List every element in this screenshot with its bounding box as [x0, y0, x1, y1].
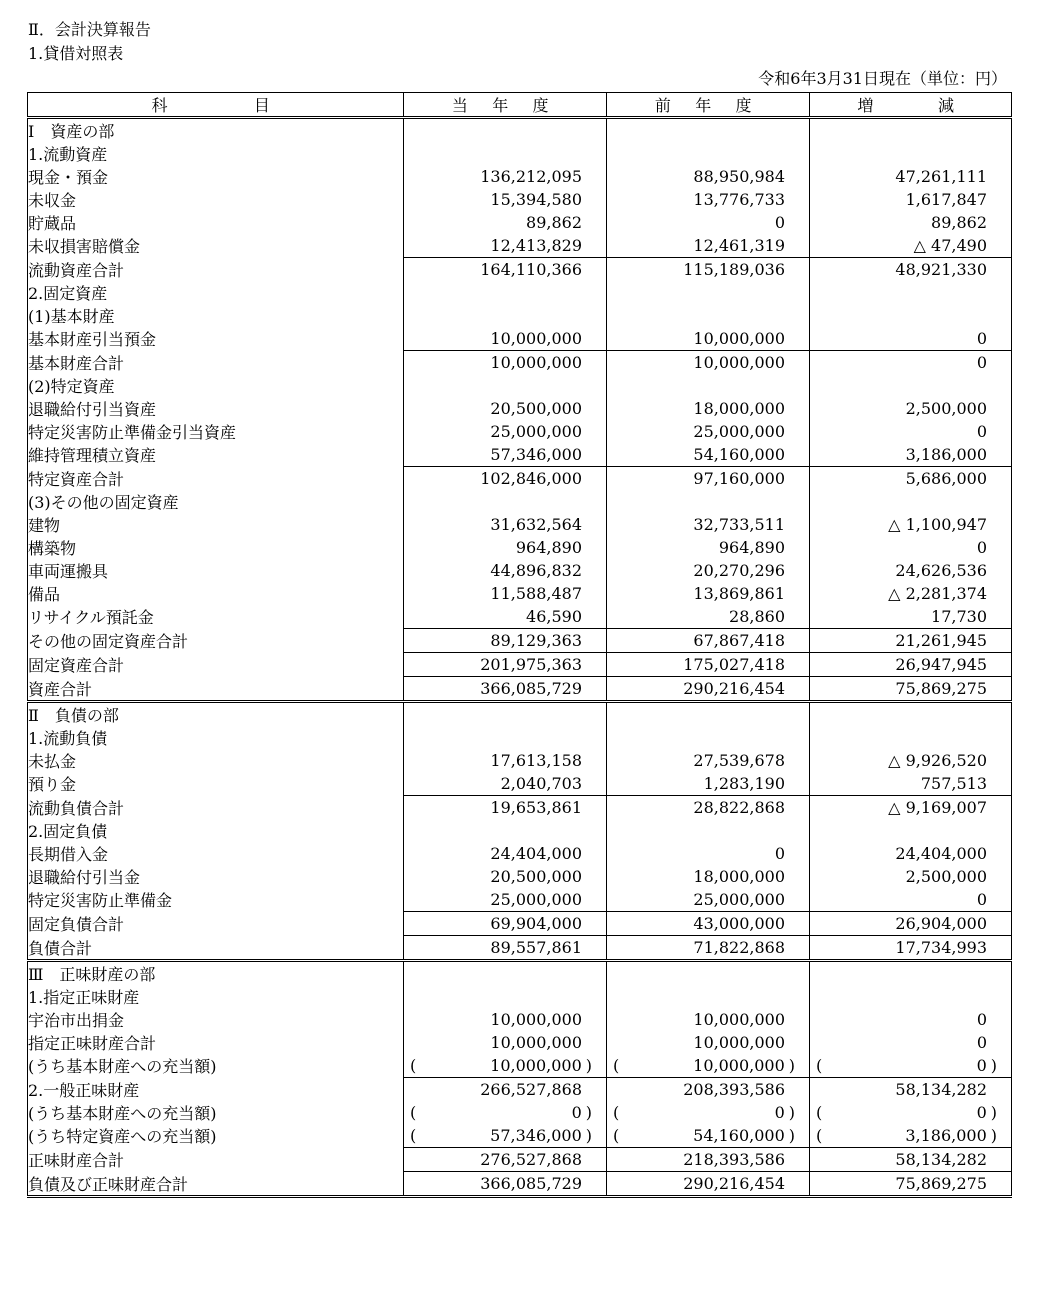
change-value — [810, 118, 1012, 143]
current-year-value — [404, 1124, 607, 1148]
value-text: 0 — [774, 1103, 785, 1122]
current-year-value: 89,129,363 — [404, 629, 607, 653]
row-label: (うち基本財産への充当額) — [28, 1054, 404, 1078]
previous-year-value — [607, 726, 810, 749]
current-year-value: 20,500,000 — [404, 397, 607, 420]
value-text: 3,186,000 — [905, 1126, 987, 1145]
open-paren: ( — [816, 1056, 823, 1075]
open-paren: ( — [410, 1056, 417, 1075]
table-header-row — [28, 93, 1012, 118]
open-paren: ( — [613, 1103, 620, 1122]
current-year-value: 15,394,580 — [404, 188, 607, 211]
current-year-value: 44,896,832 — [404, 559, 607, 582]
current-year-value — [404, 1054, 607, 1078]
previous-year-value — [607, 281, 810, 304]
current-year-value: 12,413,829 — [404, 234, 607, 258]
row-label: 未収損害賠償金 — [28, 234, 404, 258]
value-text: 0 — [571, 1103, 582, 1122]
row-label: 2.固定負債 — [28, 819, 404, 842]
row-label: 特定災害防止準備金 — [28, 888, 404, 912]
table-row — [28, 842, 1012, 865]
change-value: 0 — [810, 1031, 1012, 1054]
previous-year-value: 71,822,868 — [607, 936, 810, 961]
table-row — [28, 490, 1012, 513]
current-year-value: 164,110,366 — [404, 258, 607, 282]
current-year-value: 46,590 — [404, 605, 607, 629]
value-text: 10,000,000 — [693, 1056, 785, 1075]
row-label: 維持管理積立資産 — [28, 443, 404, 467]
current-year-value: 69,904,000 — [404, 912, 607, 936]
document-header — [28, 18, 151, 66]
current-year-value — [404, 142, 607, 165]
row-label: 特定資産合計 — [28, 467, 404, 491]
previous-year-value: 54,160,000 — [607, 443, 810, 467]
current-year-value: 19,653,861 — [404, 796, 607, 820]
table-row — [28, 211, 1012, 234]
table-row — [28, 865, 1012, 888]
current-year-value — [404, 118, 607, 143]
open-paren: ( — [613, 1126, 620, 1145]
table-row — [28, 772, 1012, 796]
change-value: 26,947,945 — [810, 653, 1012, 677]
change-value: 17,734,993 — [810, 936, 1012, 961]
table-row — [28, 677, 1012, 702]
change-value: 89,862 — [810, 211, 1012, 234]
current-year-value: 20,500,000 — [404, 865, 607, 888]
change-value — [810, 142, 1012, 165]
row-label: 未収金 — [28, 188, 404, 211]
previous-year-value: 28,822,868 — [607, 796, 810, 820]
row-label: 退職給付引当資産 — [28, 397, 404, 420]
row-label: 指定正味財産合計 — [28, 1031, 404, 1054]
previous-year-value: 290,216,454 — [607, 1172, 810, 1197]
row-label: 構築物 — [28, 536, 404, 559]
change-value: △ 47,490 — [810, 234, 1012, 258]
previous-year-value: 88,950,984 — [607, 165, 810, 188]
row-label: 固定資産合計 — [28, 653, 404, 677]
table-row — [28, 397, 1012, 420]
previous-year-value: 13,869,861 — [607, 582, 810, 605]
table-row — [28, 1078, 1012, 1102]
change-value — [810, 304, 1012, 327]
current-year-value: 136,212,095 — [404, 165, 607, 188]
row-label: 未払金 — [28, 749, 404, 772]
previous-year-value — [607, 118, 810, 143]
open-paren: ( — [816, 1126, 823, 1145]
table-row — [28, 653, 1012, 677]
row-label: (うち基本財産への充当額) — [28, 1101, 404, 1124]
previous-year-value: 25,000,000 — [607, 888, 810, 912]
current-year-value: 24,404,000 — [404, 842, 607, 865]
change-value — [810, 726, 1012, 749]
table-row — [28, 1172, 1012, 1197]
current-year-value: 89,557,861 — [404, 936, 607, 961]
table-row — [28, 702, 1012, 727]
change-value: 0 — [810, 888, 1012, 912]
table-row — [28, 605, 1012, 629]
table-row — [28, 1148, 1012, 1172]
change-value — [810, 281, 1012, 304]
change-value: 75,869,275 — [810, 677, 1012, 702]
current-year-value: 366,085,729 — [404, 677, 607, 702]
change-value: 75,869,275 — [810, 1172, 1012, 1197]
row-label: リサイクル預託金 — [28, 605, 404, 629]
previous-year-value: 27,539,678 — [607, 749, 810, 772]
section-title: Ⅱ．会計決算報告 — [28, 20, 151, 39]
previous-year-value: 25,000,000 — [607, 420, 810, 443]
current-year-value: 266,527,868 — [404, 1078, 607, 1102]
row-label: 資産合計 — [28, 677, 404, 702]
previous-year-value: 0 — [607, 211, 810, 234]
table-row — [28, 559, 1012, 582]
header-current-year: 当 年 度 — [404, 93, 607, 118]
previous-year-value: 10,000,000 — [607, 327, 810, 351]
open-paren: ( — [816, 1103, 823, 1122]
row-label: 固定負債合計 — [28, 912, 404, 936]
previous-year-value: 175,027,418 — [607, 653, 810, 677]
table-row — [28, 513, 1012, 536]
previous-year-value: 10,000,000 — [607, 351, 810, 375]
row-label: 2.一般正味財産 — [28, 1078, 404, 1102]
previous-year-value — [607, 1054, 810, 1078]
change-value: 0 — [810, 327, 1012, 351]
current-year-value — [404, 490, 607, 513]
row-label: 特定災害防止準備金引当資産 — [28, 420, 404, 443]
value-text: 10,000,000 — [490, 1056, 582, 1075]
change-value: △ 1,100,947 — [810, 513, 1012, 536]
current-year-value: 25,000,000 — [404, 420, 607, 443]
current-year-value: 366,085,729 — [404, 1172, 607, 1197]
table-row — [28, 142, 1012, 165]
previous-year-value — [607, 304, 810, 327]
current-year-value — [404, 726, 607, 749]
table-row — [28, 1031, 1012, 1054]
change-value: 0 — [810, 420, 1012, 443]
previous-year-value: 0 — [607, 842, 810, 865]
table-row — [28, 582, 1012, 605]
row-label: 建物 — [28, 513, 404, 536]
table-row — [28, 443, 1012, 467]
change-value — [810, 1101, 1012, 1124]
row-label: 貯蔵品 — [28, 211, 404, 234]
row-label: 基本財産合計 — [28, 351, 404, 375]
change-value: △ 9,926,520 — [810, 749, 1012, 772]
current-year-value: 276,527,868 — [404, 1148, 607, 1172]
value-text: 0 — [976, 1103, 987, 1122]
previous-year-value — [607, 819, 810, 842]
previous-year-value: 28,860 — [607, 605, 810, 629]
table-row — [28, 234, 1012, 258]
previous-year-value — [607, 142, 810, 165]
row-label: 現金・預金 — [28, 165, 404, 188]
previous-year-value: 67,867,418 — [607, 629, 810, 653]
close-paren: ) — [990, 1103, 997, 1122]
row-label: 負債合計 — [28, 936, 404, 961]
current-year-value — [404, 374, 607, 397]
table-row — [28, 888, 1012, 912]
change-value: 0 — [810, 351, 1012, 375]
change-value: 757,513 — [810, 772, 1012, 796]
row-label: (2)特定資産 — [28, 374, 404, 397]
change-value: 0 — [810, 536, 1012, 559]
row-label: 退職給付引当金 — [28, 865, 404, 888]
row-label: 流動資産合計 — [28, 258, 404, 282]
previous-year-value: 13,776,733 — [607, 188, 810, 211]
balance-sheet-table — [27, 92, 1012, 1198]
change-value — [810, 819, 1012, 842]
change-value — [810, 490, 1012, 513]
open-paren: ( — [410, 1103, 417, 1122]
table-row — [28, 281, 1012, 304]
change-value: 48,921,330 — [810, 258, 1012, 282]
table-row — [28, 629, 1012, 653]
row-label: その他の固定資産合計 — [28, 629, 404, 653]
current-year-value: 10,000,000 — [404, 1008, 607, 1031]
previous-year-value: 12,461,319 — [607, 234, 810, 258]
close-paren: ) — [990, 1056, 997, 1075]
change-value: 26,904,000 — [810, 912, 1012, 936]
change-value: 58,134,282 — [810, 1148, 1012, 1172]
change-value — [810, 985, 1012, 1008]
row-label: 基本財産引当預金 — [28, 327, 404, 351]
current-year-value: 25,000,000 — [404, 888, 607, 912]
current-year-value: 964,890 — [404, 536, 607, 559]
current-year-value: 11,588,487 — [404, 582, 607, 605]
table-row — [28, 351, 1012, 375]
previous-year-value — [607, 1124, 810, 1148]
row-label: 預り金 — [28, 772, 404, 796]
previous-year-value — [607, 985, 810, 1008]
current-year-value: 89,862 — [404, 211, 607, 234]
current-year-value: 201,975,363 — [404, 653, 607, 677]
change-value: 24,626,536 — [810, 559, 1012, 582]
row-label: (3)その他の固定資産 — [28, 490, 404, 513]
table-row — [28, 1054, 1012, 1078]
row-label: (1)基本財産 — [28, 304, 404, 327]
previous-year-value: 18,000,000 — [607, 865, 810, 888]
previous-year-value: 20,270,296 — [607, 559, 810, 582]
row-label: 宇治市出捐金 — [28, 1008, 404, 1031]
previous-year-value — [607, 374, 810, 397]
current-year-value — [404, 281, 607, 304]
table-row — [28, 118, 1012, 143]
change-value: 3,186,000 — [810, 443, 1012, 467]
value-text: 54,160,000 — [693, 1126, 785, 1145]
previous-year-value: 10,000,000 — [607, 1031, 810, 1054]
row-label: 車両運搬具 — [28, 559, 404, 582]
table-row — [28, 536, 1012, 559]
previous-year-value: 208,393,586 — [607, 1078, 810, 1102]
close-paren: ) — [788, 1103, 795, 1122]
close-paren: ) — [788, 1056, 795, 1075]
open-paren: ( — [613, 1056, 620, 1075]
table-row — [28, 258, 1012, 282]
previous-year-value: 290,216,454 — [607, 677, 810, 702]
change-value — [810, 1124, 1012, 1148]
change-value: 2,500,000 — [810, 397, 1012, 420]
close-paren: ) — [788, 1126, 795, 1145]
previous-year-value — [607, 702, 810, 727]
table-row — [28, 819, 1012, 842]
current-year-value — [404, 1101, 607, 1124]
change-value: 2,500,000 — [810, 865, 1012, 888]
current-year-value: 17,613,158 — [404, 749, 607, 772]
row-label: 長期借入金 — [28, 842, 404, 865]
row-label: 1.流動負債 — [28, 726, 404, 749]
header-change: 増 減 — [810, 93, 1012, 118]
header-account-item: 科 目 — [28, 93, 404, 118]
previous-year-value: 32,733,511 — [607, 513, 810, 536]
current-year-value — [404, 985, 607, 1008]
balance-sheet-body — [28, 118, 1012, 1197]
change-value: 21,261,945 — [810, 629, 1012, 653]
row-label: (うち特定資産への充当額) — [28, 1124, 404, 1148]
open-paren: ( — [410, 1126, 417, 1145]
change-value: 47,261,111 — [810, 165, 1012, 188]
change-value — [810, 1054, 1012, 1078]
previous-year-value — [607, 490, 810, 513]
table-row — [28, 936, 1012, 961]
table-row — [28, 188, 1012, 211]
table-row — [28, 749, 1012, 772]
document-subtitle: 1.貸借対照表 — [28, 44, 124, 63]
change-value: 0 — [810, 1008, 1012, 1031]
table-row — [28, 1008, 1012, 1031]
previous-year-value: 97,160,000 — [607, 467, 810, 491]
change-value — [810, 702, 1012, 727]
previous-year-value: 18,000,000 — [607, 397, 810, 420]
row-label: 正味財産合計 — [28, 1148, 404, 1172]
header-previous-year: 前 年 度 — [607, 93, 810, 118]
current-year-value: 2,040,703 — [404, 772, 607, 796]
row-label: Ⅱ 負債の部 — [28, 702, 404, 727]
previous-year-value: 115,189,036 — [607, 258, 810, 282]
table-row — [28, 420, 1012, 443]
change-value: △ 2,281,374 — [810, 582, 1012, 605]
table-row — [28, 1101, 1012, 1124]
table-row — [28, 304, 1012, 327]
previous-year-value — [607, 961, 810, 986]
close-paren: ) — [585, 1103, 592, 1122]
current-year-value: 102,846,000 — [404, 467, 607, 491]
close-paren: ) — [585, 1126, 592, 1145]
current-year-value: 10,000,000 — [404, 351, 607, 375]
close-paren: ) — [585, 1056, 592, 1075]
previous-year-value: 10,000,000 — [607, 1008, 810, 1031]
current-year-value — [404, 819, 607, 842]
current-year-value — [404, 304, 607, 327]
value-text: 0 — [976, 1056, 987, 1075]
previous-year-value: 43,000,000 — [607, 912, 810, 936]
change-value: 5,686,000 — [810, 467, 1012, 491]
row-label: 1.指定正味財産 — [28, 985, 404, 1008]
current-year-value — [404, 702, 607, 727]
current-year-value — [404, 961, 607, 986]
table-row — [28, 374, 1012, 397]
previous-year-value: 1,283,190 — [607, 772, 810, 796]
current-year-value: 31,632,564 — [404, 513, 607, 536]
row-label: Ⅰ 資産の部 — [28, 118, 404, 143]
row-label: 1.流動資産 — [28, 142, 404, 165]
change-value: 1,617,847 — [810, 188, 1012, 211]
row-label: 備品 — [28, 582, 404, 605]
value-text: 57,346,000 — [490, 1126, 582, 1145]
table-row — [28, 985, 1012, 1008]
change-value: △ 9,169,007 — [810, 796, 1012, 820]
change-value: 24,404,000 — [810, 842, 1012, 865]
row-label: 負債及び正味財産合計 — [28, 1172, 404, 1197]
table-row — [28, 796, 1012, 820]
change-value — [810, 961, 1012, 986]
table-row — [28, 165, 1012, 188]
as-of-date-unit: 令和6年3月31日現在（単位：円） — [758, 69, 1007, 88]
row-label: 流動負債合計 — [28, 796, 404, 820]
current-year-value: 10,000,000 — [404, 1031, 607, 1054]
table-row — [28, 726, 1012, 749]
previous-year-value: 218,393,586 — [607, 1148, 810, 1172]
row-label: Ⅲ 正味財産の部 — [28, 961, 404, 986]
current-year-value: 10,000,000 — [404, 327, 607, 351]
change-value — [810, 374, 1012, 397]
previous-year-value: 964,890 — [607, 536, 810, 559]
previous-year-value — [607, 1101, 810, 1124]
row-label: 2.固定資産 — [28, 281, 404, 304]
change-value: 58,134,282 — [810, 1078, 1012, 1102]
table-row — [28, 912, 1012, 936]
table-row — [28, 1124, 1012, 1148]
table-row — [28, 467, 1012, 491]
current-year-value: 57,346,000 — [404, 443, 607, 467]
change-value: 17,730 — [810, 605, 1012, 629]
table-row — [28, 961, 1012, 986]
table-row — [28, 327, 1012, 351]
close-paren: ) — [990, 1126, 997, 1145]
